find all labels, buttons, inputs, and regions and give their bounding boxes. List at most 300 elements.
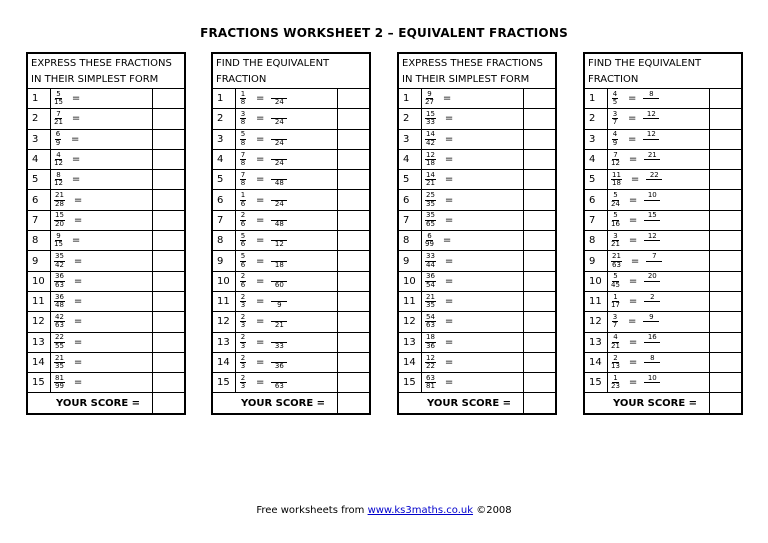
target-numerator: 8 — [644, 355, 660, 364]
target-fraction — [646, 172, 662, 188]
fraction — [611, 212, 620, 228]
question-row — [399, 89, 555, 109]
fraction-numerator: 14 — [426, 130, 435, 139]
equals-sign: = — [444, 377, 454, 389]
fraction — [54, 355, 65, 371]
answer-box[interactable] — [338, 170, 369, 189]
question-cell — [236, 170, 338, 189]
fraction-denominator: 18 — [612, 179, 621, 188]
fraction — [425, 294, 436, 310]
fraction — [54, 91, 63, 107]
question-row — [213, 353, 369, 373]
question-number: 6 — [213, 190, 236, 209]
fraction-numerator: 7 — [56, 109, 61, 118]
fraction-numerator: 15 — [55, 211, 64, 220]
fraction — [425, 192, 436, 208]
target-denominator: 24 — [274, 138, 284, 147]
fraction — [54, 192, 65, 208]
answer-box[interactable] — [338, 211, 369, 230]
answer-box[interactable] — [153, 150, 184, 169]
target-denominator: 36 — [274, 362, 284, 370]
answer-box[interactable] — [524, 150, 555, 169]
question-cell — [608, 353, 710, 372]
equals-sign: = — [256, 154, 265, 166]
answer-box[interactable] — [338, 109, 369, 128]
answer-box[interactable] — [153, 190, 184, 209]
question-number: 2 — [399, 109, 422, 128]
target-denominator: 24 — [274, 98, 284, 107]
target-denominator: 18 — [274, 260, 284, 269]
answer-box[interactable] — [710, 130, 741, 149]
question-row — [213, 231, 369, 251]
fraction-denominator: 28 — [55, 199, 64, 208]
answer-box[interactable] — [153, 231, 184, 250]
answer-box[interactable] — [710, 333, 741, 352]
answer-box[interactable] — [338, 150, 369, 169]
fraction — [611, 355, 620, 371]
fraction — [425, 91, 434, 107]
question-cell — [422, 150, 524, 169]
equals-sign: = — [444, 275, 454, 287]
fraction-numerator: 4 — [612, 130, 618, 139]
answer-box[interactable] — [153, 312, 184, 331]
question-cell — [51, 190, 153, 209]
equals-sign: = — [628, 214, 638, 226]
score-box[interactable] — [710, 393, 741, 413]
answer-box[interactable] — [338, 130, 369, 149]
target-fraction — [271, 111, 287, 127]
question-number: 1 — [213, 89, 236, 108]
fraction — [611, 334, 620, 350]
fraction-numerator: 9 — [427, 89, 432, 98]
question-number: 10 — [28, 272, 51, 291]
question-cell — [422, 89, 524, 108]
equals-sign: = — [256, 336, 265, 348]
question-number: 6 — [28, 190, 51, 209]
answer-box[interactable] — [524, 170, 555, 189]
equals-sign: = — [73, 357, 83, 368]
fraction-denominator: 8 — [240, 98, 246, 107]
target-numerator: 20 — [644, 273, 660, 282]
answer-box[interactable] — [524, 251, 555, 270]
fraction — [425, 375, 436, 391]
question-number: 13 — [28, 333, 51, 352]
question-number: 9 — [28, 251, 51, 270]
target-fraction — [271, 355, 287, 371]
score-box[interactable] — [338, 393, 369, 413]
score-row — [585, 393, 741, 413]
answer-box[interactable] — [710, 373, 741, 392]
answer-box[interactable] — [524, 211, 555, 230]
question-number: 14 — [28, 353, 51, 372]
target-denominator: 24 — [274, 159, 284, 168]
question-cell — [422, 251, 524, 270]
target-denominator: 24 — [274, 199, 284, 208]
question-number: 4 — [213, 150, 236, 169]
equals-sign: = — [444, 113, 454, 125]
target-numerator: 22 — [646, 172, 662, 181]
question-row — [399, 272, 555, 292]
equals-sign: = — [444, 154, 454, 166]
question-cell — [422, 312, 524, 331]
fraction-numerator: 21 — [55, 353, 64, 362]
question-row — [28, 190, 184, 210]
fraction — [425, 212, 436, 228]
answer-box[interactable] — [338, 272, 369, 291]
answer-box[interactable] — [338, 292, 369, 311]
question-number: 2 — [28, 109, 51, 128]
fraction — [54, 131, 62, 147]
fraction-denominator: 21 — [611, 240, 620, 249]
answer-box[interactable] — [338, 312, 369, 331]
fraction — [239, 334, 247, 350]
question-row — [585, 89, 741, 109]
fraction — [239, 355, 247, 371]
target-numerator: 16 — [644, 334, 660, 343]
answer-box[interactable] — [153, 251, 184, 270]
footer-link[interactable]: www.ks3maths.co.uk — [367, 505, 474, 516]
equals-sign: = — [73, 194, 83, 206]
answer-box[interactable] — [710, 109, 741, 128]
fraction-denominator: 22 — [426, 362, 435, 370]
fraction — [425, 355, 436, 371]
answer-box[interactable] — [710, 211, 741, 230]
fraction-denominator: 63 — [55, 280, 64, 289]
target-denominator: 21 — [274, 321, 284, 330]
question-row — [28, 373, 184, 393]
target-denominator: 33 — [274, 341, 284, 350]
fraction-numerator: 2 — [240, 292, 246, 301]
equals-sign: = — [71, 174, 81, 186]
equals-sign: = — [256, 235, 265, 247]
answer-box[interactable] — [524, 130, 555, 149]
answer-box[interactable] — [524, 272, 555, 291]
fraction — [611, 253, 622, 269]
answer-box[interactable] — [524, 231, 555, 250]
fraction-denominator: 35 — [55, 362, 64, 370]
question-number: 10 — [399, 272, 422, 291]
question-cell — [608, 251, 710, 270]
fraction — [54, 253, 65, 269]
target-numerator: 21 — [644, 152, 660, 161]
fraction-numerator: 5 — [613, 191, 618, 200]
fraction-numerator: 42 — [55, 312, 64, 321]
question-cell — [422, 130, 524, 149]
question-cell — [236, 373, 338, 392]
fraction — [239, 273, 247, 289]
equals-sign: = — [71, 133, 80, 145]
question-row — [399, 231, 555, 251]
question-row — [585, 353, 741, 373]
fraction — [239, 111, 247, 127]
question-row — [399, 353, 555, 373]
score-row — [28, 393, 184, 413]
answer-box[interactable] — [710, 353, 741, 372]
question-cell — [51, 353, 153, 372]
answer-box[interactable] — [710, 170, 741, 189]
equals-sign: = — [630, 174, 640, 186]
equals-sign: = — [71, 113, 81, 125]
question-row — [399, 109, 555, 129]
answer-box[interactable] — [524, 109, 555, 128]
question-cell — [51, 333, 153, 352]
equals-sign: = — [73, 275, 83, 287]
answer-box[interactable] — [524, 312, 555, 331]
panel-header — [28, 54, 184, 89]
answer-box[interactable] — [153, 373, 184, 392]
equals-sign: = — [256, 316, 265, 328]
fraction — [425, 253, 436, 269]
equals-sign: = — [444, 194, 454, 206]
fraction-numerator: 6 — [55, 130, 61, 139]
footer-prefix: Free worksheets from — [256, 505, 365, 516]
equals-sign: = — [628, 93, 637, 105]
question-cell — [422, 231, 524, 250]
question-row — [213, 333, 369, 353]
question-number: 1 — [28, 89, 51, 108]
question-number: 3 — [28, 130, 51, 149]
question-row — [399, 211, 555, 231]
fraction-denominator: 13 — [611, 362, 620, 370]
fraction-numerator: 1 — [613, 373, 618, 382]
equals-sign: = — [444, 214, 454, 226]
question-row — [28, 231, 184, 251]
answer-box[interactable] — [338, 190, 369, 209]
question-row — [213, 211, 369, 231]
target-denominator: 63 — [274, 382, 284, 391]
question-number: 3 — [585, 130, 608, 149]
fraction-numerator: 7 — [240, 170, 246, 179]
question-row — [213, 312, 369, 332]
answer-box[interactable] — [153, 333, 184, 352]
target-denominator: 9 — [277, 301, 282, 310]
question-row — [585, 231, 741, 251]
target-denominator: 60 — [274, 280, 284, 289]
equals-sign: = — [256, 194, 265, 206]
question-cell — [422, 109, 524, 128]
fraction-denominator: 6 — [240, 260, 246, 269]
fraction-denominator: 7 — [612, 118, 618, 127]
fraction-numerator: 7 — [240, 150, 246, 159]
answer-box[interactable] — [710, 312, 741, 331]
fraction-numerator: 35 — [55, 252, 64, 261]
question-cell — [608, 109, 710, 128]
fraction-numerator: 4 — [56, 150, 61, 159]
panel-header-line2: IN THEIR SIMPLEST FORM — [402, 74, 530, 85]
equals-sign: = — [256, 255, 265, 267]
equals-sign: = — [444, 133, 454, 145]
worksheet-title: FRACTIONS WORKSHEET 2 – EQUIVALENT FRACTIONS — [200, 26, 568, 40]
question-cell — [51, 130, 153, 149]
answer-box[interactable] — [338, 89, 369, 108]
panel-header — [585, 54, 741, 89]
answer-box[interactable] — [153, 109, 184, 128]
fraction-denominator: 9 — [55, 138, 61, 147]
question-cell — [608, 211, 710, 230]
question-cell — [422, 190, 524, 209]
question-number: 7 — [585, 211, 608, 230]
answer-box[interactable] — [524, 292, 555, 311]
answer-box[interactable] — [153, 292, 184, 311]
fraction-denominator: 6 — [240, 219, 246, 228]
panel-simplify-1 — [26, 52, 186, 415]
fraction-denominator: 3 — [240, 341, 246, 350]
question-number: 8 — [213, 231, 236, 250]
question-number: 14 — [399, 353, 422, 372]
question-row — [399, 251, 555, 271]
fraction-numerator: 2 — [240, 272, 246, 281]
question-cell — [422, 272, 524, 291]
fraction-denominator: 12 — [611, 159, 620, 168]
answer-box[interactable] — [153, 211, 184, 230]
score-row — [399, 393, 555, 413]
panel-simplify-2 — [397, 52, 557, 415]
answer-box[interactable] — [524, 373, 555, 392]
answer-box[interactable] — [710, 292, 741, 311]
target-fraction — [271, 273, 287, 289]
fraction — [54, 212, 65, 228]
equals-sign: = — [628, 154, 638, 166]
answer-box[interactable] — [153, 170, 184, 189]
answer-box[interactable] — [524, 333, 555, 352]
fraction — [239, 294, 247, 310]
fraction — [54, 314, 65, 330]
question-cell — [422, 333, 524, 352]
equals-sign: = — [628, 133, 637, 145]
question-row — [585, 251, 741, 271]
target-numerator: 10 — [644, 192, 660, 201]
question-row — [399, 373, 555, 393]
answer-box[interactable] — [153, 130, 184, 149]
question-row — [585, 211, 741, 231]
fraction-numerator: 36 — [55, 272, 64, 281]
fraction — [425, 314, 436, 330]
target-fraction — [271, 152, 287, 168]
answer-box[interactable] — [710, 272, 741, 291]
target-fraction — [271, 172, 287, 188]
question-row — [213, 190, 369, 210]
question-number: 13 — [399, 333, 422, 352]
fraction-denominator: 17 — [611, 301, 620, 310]
score-label: YOUR SCORE = — [585, 393, 710, 413]
question-number: 6 — [399, 190, 422, 209]
equals-sign: = — [444, 296, 454, 308]
question-cell — [51, 312, 153, 331]
target-fraction — [271, 91, 287, 107]
answer-box[interactable] — [524, 190, 555, 209]
question-number: 6 — [585, 190, 608, 209]
fraction — [425, 273, 436, 289]
question-row — [585, 109, 741, 129]
fraction-denominator: 63 — [612, 260, 621, 269]
question-row — [213, 170, 369, 190]
fraction-denominator: 6 — [240, 240, 246, 249]
fraction-denominator: 3 — [240, 362, 246, 370]
answer-box[interactable] — [153, 353, 184, 372]
question-cell — [51, 109, 153, 128]
fraction-numerator: 1 — [240, 191, 246, 200]
panel-equivalent-1 — [211, 52, 371, 415]
fraction-numerator: 3 — [612, 109, 618, 118]
question-number: 3 — [399, 130, 422, 149]
question-row — [213, 373, 369, 393]
fraction-numerator: 63 — [426, 373, 435, 382]
fraction — [425, 111, 436, 127]
question-number: 7 — [213, 211, 236, 230]
panel-header-line1: EXPRESS THESE FRACTIONS — [31, 58, 172, 69]
question-row — [585, 130, 741, 150]
answer-box[interactable] — [338, 373, 369, 392]
question-number: 14 — [585, 353, 608, 372]
answer-box[interactable] — [153, 272, 184, 291]
answer-box[interactable] — [524, 89, 555, 108]
fraction — [54, 152, 63, 168]
question-number: 5 — [28, 170, 51, 189]
answer-box[interactable] — [710, 150, 741, 169]
fraction-denominator: 8 — [240, 138, 246, 147]
answer-box[interactable] — [710, 190, 741, 209]
answer-box[interactable] — [153, 89, 184, 108]
equals-sign: = — [628, 357, 638, 368]
fraction-denominator: 21 — [611, 341, 620, 350]
answer-box[interactable] — [338, 353, 369, 372]
equals-sign: = — [442, 93, 452, 105]
answer-box[interactable] — [710, 231, 741, 250]
equals-sign: = — [630, 255, 640, 267]
question-row — [585, 170, 741, 190]
equals-sign: = — [73, 336, 83, 348]
target-denominator: 24 — [274, 118, 284, 127]
score-box[interactable] — [524, 393, 555, 413]
answer-box[interactable] — [710, 89, 741, 108]
score-row — [213, 393, 369, 413]
panel-header — [213, 54, 369, 89]
target-numerator: 12 — [643, 111, 659, 120]
fraction — [54, 294, 65, 310]
fraction-numerator: 5 — [240, 130, 246, 139]
answer-box[interactable] — [338, 333, 369, 352]
fraction-denominator: 6 — [240, 199, 246, 208]
question-number: 1 — [399, 89, 422, 108]
answer-box[interactable] — [338, 251, 369, 270]
score-box[interactable] — [153, 393, 184, 413]
question-row — [585, 292, 741, 312]
fraction — [54, 375, 65, 391]
question-number: 13 — [213, 333, 236, 352]
fraction-numerator: 2 — [240, 353, 246, 362]
answer-box[interactable] — [524, 353, 555, 372]
fraction-denominator: 42 — [55, 260, 64, 269]
question-number: 2 — [585, 109, 608, 128]
fraction-numerator: 5 — [613, 272, 618, 281]
target-fraction — [643, 314, 659, 330]
fraction-numerator: 21 — [426, 292, 435, 301]
fraction-denominator: 23 — [611, 382, 620, 391]
question-cell — [422, 170, 524, 189]
fraction — [611, 294, 620, 310]
answer-box[interactable] — [338, 231, 369, 250]
fraction-numerator: 12 — [426, 150, 435, 159]
question-row — [213, 109, 369, 129]
question-cell — [51, 231, 153, 250]
fraction-denominator: 81 — [426, 382, 435, 391]
question-number: 12 — [585, 312, 608, 331]
question-number: 11 — [585, 292, 608, 311]
fraction — [239, 192, 247, 208]
answer-box[interactable] — [710, 251, 741, 270]
target-fraction — [644, 233, 660, 249]
fraction — [239, 233, 247, 249]
